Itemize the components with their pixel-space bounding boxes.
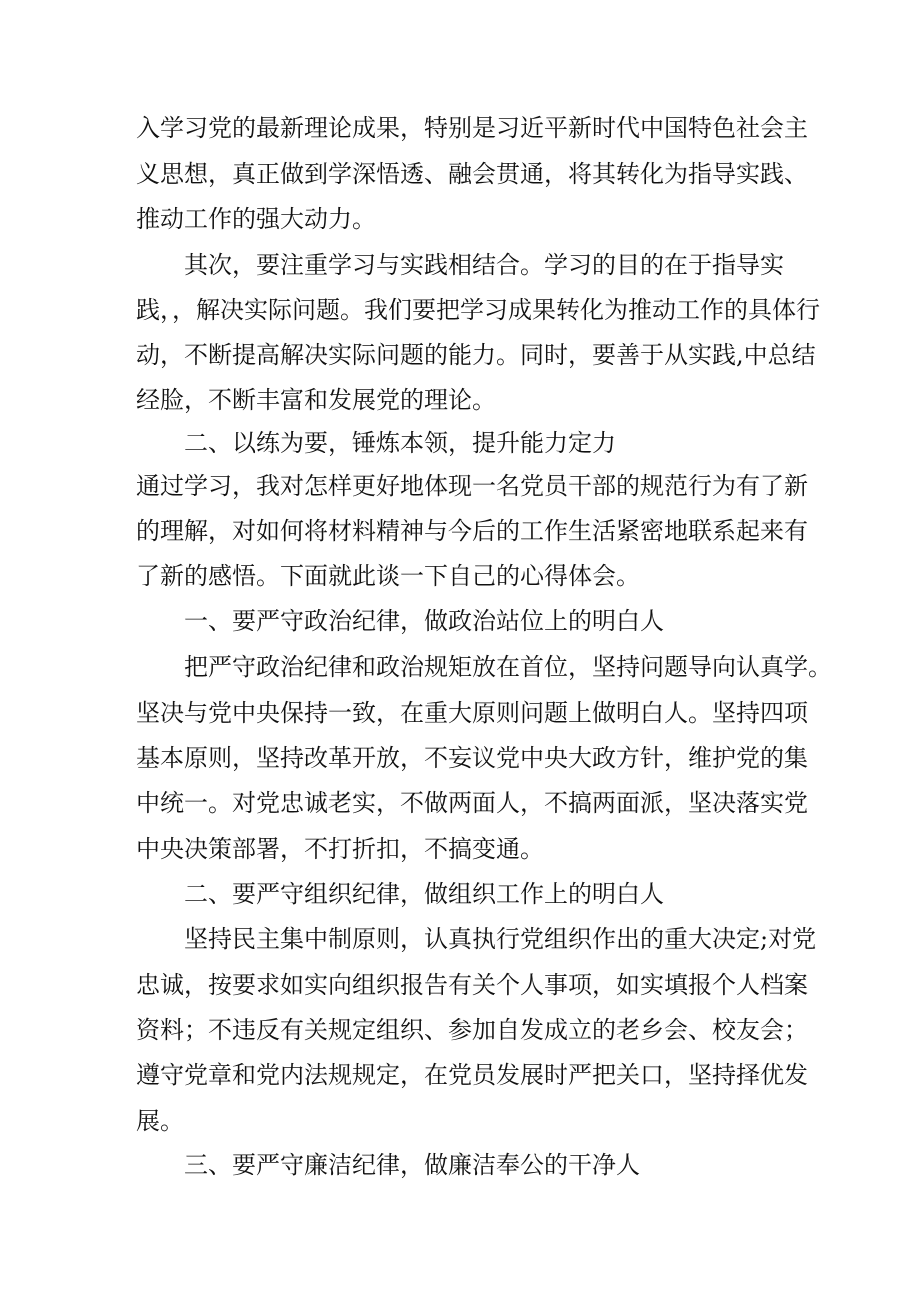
section-heading: 一、要严守政治纪律，做政治站位上的明白人 [184, 607, 664, 635]
body-text-line: 坚持民主集中制原则，认真执行党组织作出的重大决定;对党 [184, 925, 817, 953]
body-text-line: 坚决与党中央保持一致，在重大原则问题上做明白人。坚持四项 [136, 699, 808, 727]
body-text-line: 入学习党的最新理论成果，特别是习近平新时代中国特色社会主 [136, 114, 808, 142]
body-text-line: 中统一。对党忠诚老实，不做两面人，不搞两面派，坚决落实党 [136, 789, 808, 817]
body-text-line: 忠诚，按要求如实向组织报告有关个人事项，如实填报个人档案 [136, 971, 808, 999]
body-text-line: 经脸，不断丰富和发展党的理论。 [136, 386, 496, 414]
body-text-line: 其次，要注重学习与实践相结合。学习的目的在于指导实 [184, 251, 784, 279]
body-text-line: 推动工作的强大动力。 [136, 205, 376, 233]
body-text-line: 的理解，对如何将材料精神与今后的工作生活紧密地联系起来有 [136, 517, 808, 545]
body-text-line: 义思想，真正做到学深悟透、融会贯通，将其转化为指导实践、 [136, 160, 808, 188]
body-text-line: 中央决策部署，不打折扣，不搞变通。 [136, 835, 544, 863]
section-heading: 二、要严守组织纪律，做组织工作上的明白人 [184, 880, 664, 908]
section-heading: 三、要严守廉洁纪律，做廉洁奉公的干净人 [184, 1151, 640, 1179]
section-heading: 二、以练为要，锤炼本领，提升能力定力 [184, 429, 616, 457]
body-text-line: 把严守政治纪律和政治规矩放在首位，坚持问题导向认真学。 [184, 653, 832, 681]
body-text-line: 了新的感悟。下面就此谈一下自己的心得体会。 [136, 562, 640, 590]
body-text-line: 动，不断提高解决实际问题的能力。同时，要善于从实践,中总结 [136, 341, 816, 369]
body-text-line: 展。 [136, 1107, 184, 1135]
body-text-line: 通过学习，我对怎样更好地体现一名党员干部的规范行为有了新 [136, 472, 808, 500]
body-text-line: 资料；不违反有关规定组织、参加自发成立的老乡会、校友会； [136, 1016, 808, 1044]
body-text-line: 践，，解决实际问题。我们要把学习成果转化为推动工作的具体行 [136, 296, 820, 324]
body-text-line: 基本原则，坚持改革开放，不妄议党中央大政方针，维护党的集 [136, 744, 808, 772]
body-text-line: 遵守党章和党内法规规定，在党员发展时严把关口，坚持择优发 [136, 1061, 808, 1089]
